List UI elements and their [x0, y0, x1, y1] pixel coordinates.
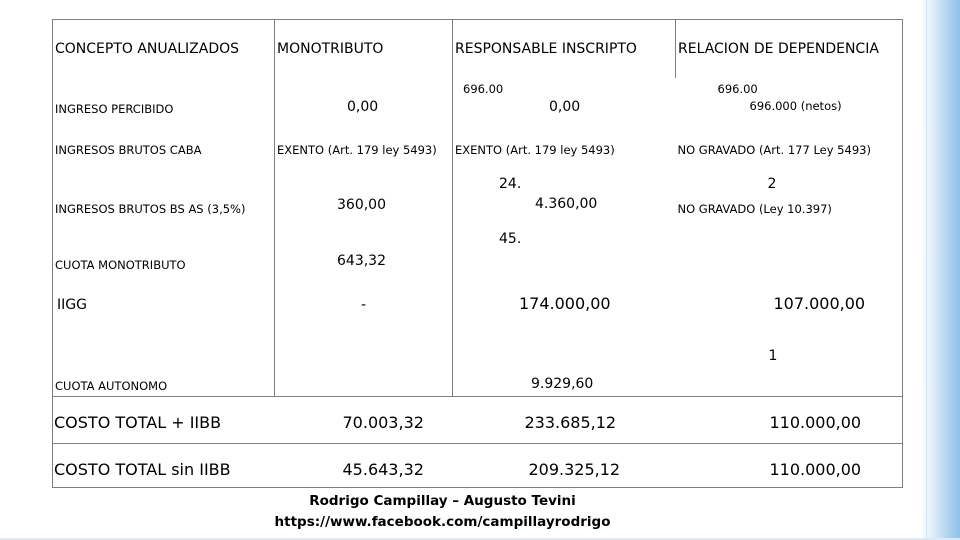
total-ri-value: 233.685,12 [524, 413, 617, 432]
header-relacion-dependencia: RELACION DE DEPENDENCIA [678, 41, 879, 57]
row-ri [453, 160, 676, 217]
row-rd [676, 160, 903, 217]
mono-value: 643,32 [337, 252, 386, 269]
ri-value-line1: 696.00 [463, 81, 504, 96]
total-ri [453, 444, 676, 488]
row-mono [275, 160, 453, 217]
total-rd-value: 110.000,00 [769, 460, 862, 479]
row-label: INGRESOS BRUTOS BS AS (3,5%) [55, 201, 246, 216]
rd-value-line2: 696.000 (netos) [749, 98, 842, 113]
decorative-side-bar [920, 0, 960, 540]
total-mono [275, 444, 453, 488]
table-row [53, 272, 903, 324]
row-concept [53, 122, 275, 160]
header-cell-mono [275, 20, 453, 78]
table-row [53, 324, 903, 397]
total-rd [676, 444, 903, 488]
ri-value-line2: 4.360,00 [535, 195, 598, 212]
row-mono [275, 78, 453, 122]
header-cell-ri [453, 20, 676, 78]
rd-value-line1: 696.00 [717, 81, 758, 96]
row-ri [453, 78, 676, 122]
row-label: CUOTA AUTONOMO [55, 378, 168, 393]
total-label: COSTO TOTAL sin IIBB [54, 460, 231, 479]
total-ri [453, 397, 676, 444]
row-label: INGRESO PERCIBIDO [55, 101, 174, 116]
mono-value: 0,00 [347, 98, 379, 115]
ri-value-line1: 24. [499, 175, 522, 192]
table-row [53, 78, 903, 122]
row-mono [275, 272, 453, 324]
row-label: IIGG [57, 296, 87, 313]
total-rd [676, 397, 903, 444]
header-concept: CONCEPTO ANUALIZADOS [55, 41, 240, 57]
credit-authors: Rodrigo Campillay – Augusto Tevini [309, 493, 576, 509]
total-label: COSTO TOTAL + IIBB [54, 413, 222, 432]
table-row [53, 217, 903, 272]
row-rd [676, 78, 903, 122]
rd-value: 1 [768, 347, 778, 364]
total-mono-value: 45.643,32 [342, 460, 424, 479]
row-mono [275, 122, 453, 160]
total-row [53, 397, 903, 444]
row-concept [53, 78, 275, 122]
rd-value-line2: NO GRAVADO (Ley 10.397) [677, 201, 832, 216]
row-ri [453, 217, 676, 272]
total-ri-value: 209.325,12 [528, 460, 621, 479]
row-rd [676, 122, 903, 160]
ri-value-line2: 0,00 [549, 98, 581, 115]
header-row [53, 20, 903, 78]
ri-value: EXENTO (Art. 179 ley 5493) [455, 142, 615, 157]
total-concept [53, 444, 275, 488]
row-concept [53, 324, 275, 397]
ri-value: 174.000,00 [519, 293, 611, 313]
table-row [53, 122, 903, 160]
mono-value: EXENTO (Art. 179 ley 5493) [277, 142, 437, 157]
ri-value: 45. [499, 230, 522, 247]
header-cell-rd [676, 20, 903, 78]
row-rd [676, 272, 903, 324]
header-monotributo: MONOTRIBUTO [277, 41, 384, 57]
row-rd [676, 217, 903, 272]
row-concept [53, 160, 275, 217]
credit-url[interactable]: https://www.facebook.com/campillayrodrigo [274, 514, 611, 530]
ri-value: 9.929,60 [531, 375, 594, 392]
row-ri [453, 272, 676, 324]
row-rd [676, 324, 903, 397]
total-rd-value: 110.000,00 [769, 413, 862, 432]
row-ri [453, 122, 676, 160]
row-mono [275, 324, 453, 397]
rd-value-line1: 2 [767, 175, 777, 192]
row-concept [53, 217, 275, 272]
mono-value: 360,00 [337, 196, 386, 213]
row-label: INGRESOS BRUTOS CABA [55, 142, 202, 157]
total-concept [53, 397, 275, 444]
rd-value: NO GRAVADO (Art. 177 Ley 5493) [677, 142, 871, 157]
row-label: CUOTA MONOTRIBUTO [55, 257, 186, 272]
row-mono [275, 217, 453, 272]
header-cell-concept [53, 20, 275, 78]
mono-value: - [361, 296, 367, 313]
total-row [53, 444, 903, 488]
header-responsable-inscripto: RESPONSABLE INSCRIPTO [455, 41, 637, 57]
comparison-table [52, 19, 903, 488]
rd-value: 107.000,00 [773, 293, 866, 313]
total-mono [275, 397, 453, 444]
total-mono-value: 70.003,32 [342, 413, 424, 432]
row-ri [453, 324, 676, 397]
credit-block [270, 491, 615, 533]
table-row [53, 160, 903, 217]
row-concept [53, 272, 275, 324]
